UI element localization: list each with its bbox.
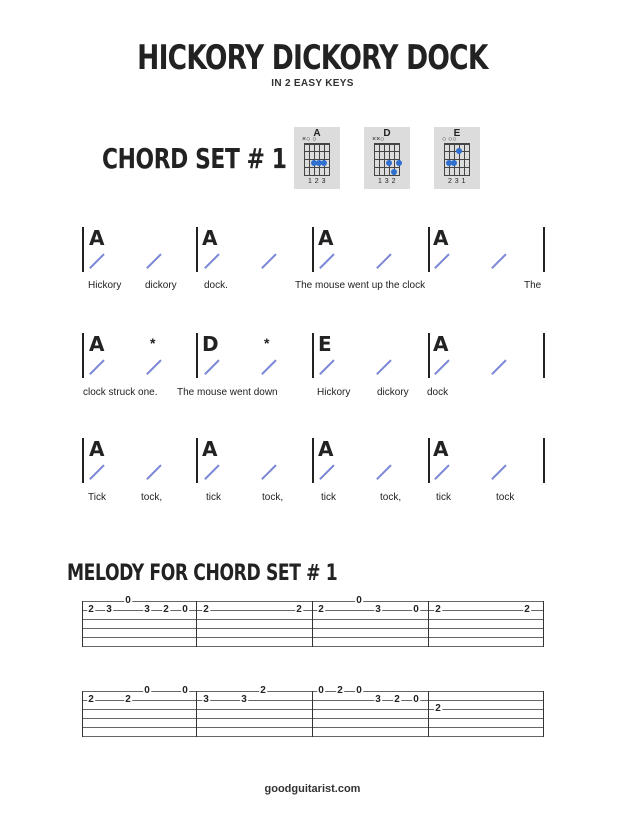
tab-note: 2 (394, 694, 400, 705)
tab-note: 2 (337, 685, 343, 696)
tab-note: 2 (435, 703, 441, 714)
strum-slash (204, 253, 219, 268)
tab-note: 0 (356, 595, 362, 606)
strum-slash (319, 464, 334, 479)
tab-note: 3 (106, 604, 112, 615)
lyric: dock (427, 387, 449, 398)
strum-slash (89, 359, 104, 374)
footer-site[interactable]: goodguitarist.com (264, 783, 361, 795)
lyric: tock, (380, 492, 402, 503)
bar-chord: A (89, 226, 105, 250)
melody-title: MELODY FOR CHORD SET # 1 (67, 561, 338, 586)
string-markers: ××○ (372, 136, 385, 143)
strum-slash (319, 253, 334, 268)
tab-note: 0 (144, 685, 150, 696)
finger-numbers: 2 3 1 (447, 178, 467, 185)
tab-note: 2 (524, 604, 530, 615)
finger-dot (451, 160, 457, 166)
bar-chord: E (318, 332, 332, 356)
chord-diagram-name: E (453, 128, 461, 139)
strum-slash (434, 253, 449, 268)
strum-slash (146, 253, 161, 268)
lyric: The (524, 280, 542, 291)
bar-chord: A (318, 437, 334, 461)
string-markers: ○ ○○ (442, 136, 457, 143)
chord-diagram-a (294, 127, 340, 189)
tab-note: 3 (203, 694, 209, 705)
bar-chord: D (202, 332, 219, 356)
chord-diagram-name: D (383, 128, 391, 139)
chord-diagram-d (364, 127, 410, 189)
lyric: tock, (262, 492, 284, 503)
lyric: tock, (141, 492, 163, 503)
strum-slash (89, 464, 104, 479)
tab-note: 0 (356, 685, 362, 696)
tab-note: 3 (375, 694, 381, 705)
lyric: tock (496, 492, 515, 503)
song-title: HICKORY DICKORY DOCK (137, 38, 488, 78)
finger-numbers: 1 2 3 (307, 178, 327, 185)
accent-mark: * (150, 335, 156, 351)
lyric: dickory (377, 387, 409, 398)
tab-note: 2 (88, 604, 94, 615)
finger-dot (456, 148, 462, 154)
tab-note: 2 (435, 604, 441, 615)
strum-slash (491, 359, 506, 374)
strum-slash (376, 359, 391, 374)
tab-note: 0 (413, 694, 419, 705)
strum-slash (261, 464, 276, 479)
strum-slash (261, 253, 276, 268)
strum-slash (89, 253, 104, 268)
tab-note: 2 (163, 604, 169, 615)
strum-slash (261, 359, 276, 374)
lyric: clock struck one. (83, 387, 158, 398)
lyric: Tick (88, 492, 106, 503)
tab-note: 2 (88, 694, 94, 705)
tab-note: 0 (413, 604, 419, 615)
tab-note: 0 (182, 604, 188, 615)
lyric: dickory (145, 280, 177, 291)
chord-set-title: CHORD SET # 1 (102, 142, 287, 175)
bar-chord: A (89, 437, 105, 461)
tab-note: 3 (375, 604, 381, 615)
strum-slash (319, 359, 334, 374)
tab-note: 0 (182, 685, 188, 696)
bar-chord: A (433, 437, 449, 461)
strum-slash (491, 464, 506, 479)
lyric: The mouse went up the clock (295, 280, 426, 291)
finger-dot (386, 160, 392, 166)
lyric: The mouse went down (177, 387, 278, 398)
strum-slash (204, 359, 219, 374)
bar-chord: A (89, 332, 105, 356)
finger-dot (321, 160, 327, 166)
tab-note: 2 (125, 694, 131, 705)
bar-chord: A (318, 226, 334, 250)
strum-slash (146, 359, 161, 374)
tab-note: 0 (318, 685, 324, 696)
tab-note: 2 (318, 604, 324, 615)
finger-dot (396, 160, 402, 166)
tab-note: 3 (241, 694, 247, 705)
lyric: Hickory (88, 280, 122, 291)
bar-chord: A (433, 226, 449, 250)
bar-chord: A (433, 332, 449, 356)
strum-slash (146, 464, 161, 479)
strum-slash (376, 464, 391, 479)
finger-numbers: 1 3 2 (377, 178, 397, 185)
lyric: Hickory (317, 387, 351, 398)
string-markers: ×○ ○ (302, 136, 317, 143)
bar-chord: A (202, 437, 218, 461)
lyric: tick (206, 492, 221, 503)
strum-slash (204, 464, 219, 479)
strum-slash (491, 253, 506, 268)
tab-note: 3 (144, 604, 150, 615)
strum-slash (376, 253, 391, 268)
finger-dot (391, 169, 397, 175)
accent-mark: * (264, 335, 270, 351)
tab-note: 0 (125, 595, 131, 606)
chord-diagram-e (434, 127, 480, 189)
lyric: dock. (204, 280, 228, 291)
tab-note: 2 (203, 604, 209, 615)
lyric: tick (321, 492, 336, 503)
strum-slash (434, 359, 449, 374)
strum-slash (434, 464, 449, 479)
bar-chord: A (202, 226, 218, 250)
tab-note: 2 (260, 685, 266, 696)
lyric: tick (436, 492, 451, 503)
tab-note: 2 (296, 604, 302, 615)
song-subtitle: IN 2 EASY KEYS (271, 78, 354, 89)
chord-diagram-name: A (313, 128, 321, 139)
